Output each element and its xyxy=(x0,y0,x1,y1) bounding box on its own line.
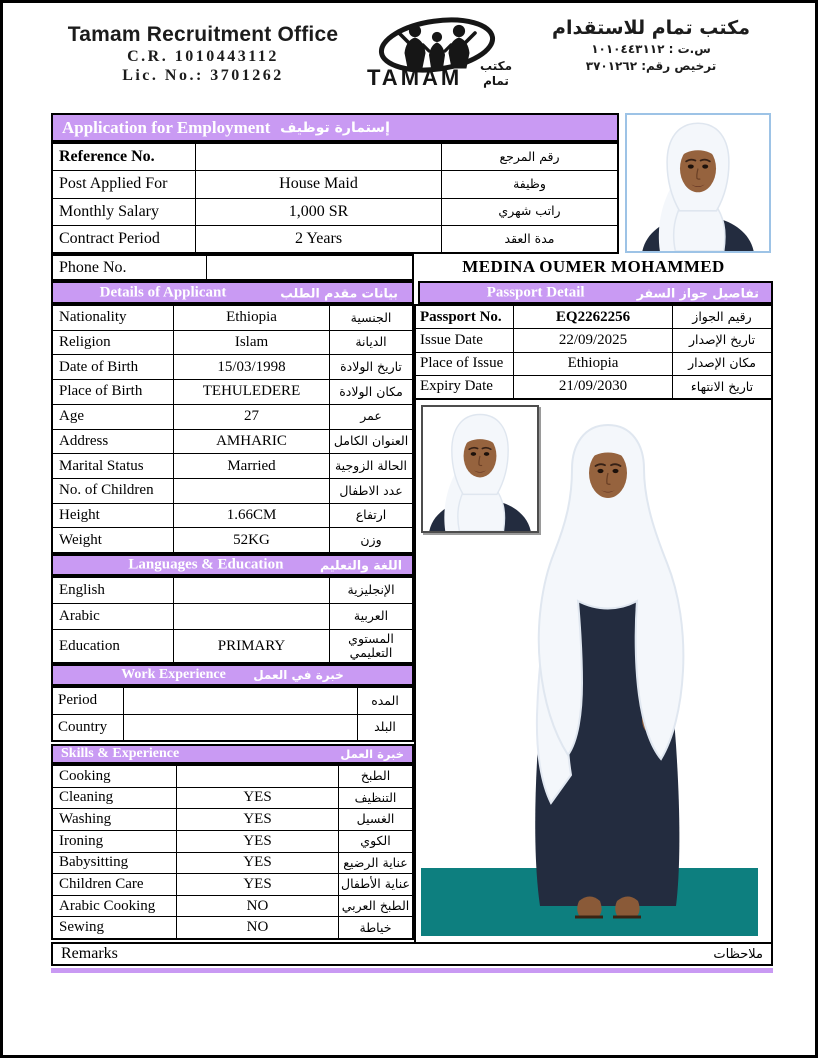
field-value: 27 xyxy=(173,405,329,429)
field-value: Ethiopia xyxy=(513,353,672,375)
applicant-passport-photo xyxy=(421,405,539,533)
phone-row xyxy=(51,254,414,281)
field-label-arabic: تاريخ الولادة xyxy=(329,355,412,379)
field-label: Nationality xyxy=(59,309,127,326)
table-row xyxy=(53,808,412,830)
table-row xyxy=(53,766,412,787)
field-label-arabic: الديانة xyxy=(329,331,412,355)
field-value: YES xyxy=(176,831,338,852)
field-value: TEHULEDERE xyxy=(173,380,329,404)
table-row xyxy=(53,873,412,895)
table-row xyxy=(53,830,412,852)
application-table xyxy=(51,142,619,254)
table-row xyxy=(53,379,412,404)
table-row xyxy=(53,688,412,714)
section-header-passport xyxy=(418,281,773,304)
table-row xyxy=(416,375,771,398)
field-value: AMHARIC xyxy=(173,430,329,454)
field-value: YES xyxy=(176,809,338,830)
section-title-ar: اللغة والتعليم xyxy=(320,557,402,573)
field-value xyxy=(173,578,329,603)
field-label-arabic: المستوي التعليمي xyxy=(329,630,412,662)
header-left xyxy=(55,23,351,85)
field-value: Islam xyxy=(173,331,329,355)
table-row xyxy=(53,787,412,809)
table-row xyxy=(416,328,771,351)
table-row xyxy=(53,453,412,478)
table-row xyxy=(53,170,617,197)
table-row xyxy=(53,714,412,741)
field-value: EQ2262256 xyxy=(513,306,672,328)
section-header-skills xyxy=(51,744,414,764)
table-row xyxy=(53,198,617,225)
table-row xyxy=(53,144,617,170)
remarks-row xyxy=(51,942,773,966)
field-label: Arabic Cooking xyxy=(59,897,156,914)
work-experience-table xyxy=(51,686,414,742)
section-title-en: Skills & Experience xyxy=(61,746,180,761)
field-label: Date of Birth xyxy=(59,358,139,375)
table-row xyxy=(53,404,412,429)
field-value xyxy=(123,688,357,714)
field-value: 2 Years xyxy=(195,226,441,252)
field-label: Monthly Salary xyxy=(59,202,159,220)
section-header-application xyxy=(51,113,619,142)
section-header-details xyxy=(51,281,414,304)
field-label-arabic: رقيم الجواز xyxy=(672,306,771,328)
field-label: Post Applied For xyxy=(59,175,168,193)
field-value: 52KG xyxy=(173,528,329,552)
field-label-arabic: العنوان الكامل xyxy=(329,430,412,454)
field-value: NO xyxy=(176,896,338,917)
table-row xyxy=(53,330,412,355)
remarks-label-arabic: ملاحظات xyxy=(713,946,763,962)
field-label-arabic: التنظيف xyxy=(338,788,412,809)
field-label: Contract Period xyxy=(59,229,160,247)
field-label: Children Care xyxy=(59,875,144,892)
details-table xyxy=(51,304,414,554)
passport-table xyxy=(414,304,773,400)
field-label-arabic: عناية الأطفال xyxy=(338,874,412,895)
field-label: Place of Birth xyxy=(59,383,143,400)
section-title-ar: بيانات مقدم الطلب xyxy=(280,285,398,300)
field-label-arabic: وظيفة xyxy=(441,171,617,197)
field-label: Expiry Date xyxy=(420,378,493,395)
field-label-arabic: تاريخ الانتهاء xyxy=(672,376,771,398)
section-title-ar: تفاصيل جواز السفر xyxy=(636,285,759,300)
field-value: NO xyxy=(176,917,338,938)
field-value xyxy=(176,766,338,787)
field-label: Education xyxy=(59,637,120,654)
applicant-headshot-photo xyxy=(625,113,771,253)
table-row xyxy=(53,629,412,662)
field-value: 22/09/2025 xyxy=(513,329,672,351)
field-label-arabic: راتب شهري xyxy=(441,199,617,225)
field-value: 15/03/1998 xyxy=(173,355,329,379)
field-value xyxy=(206,256,412,279)
field-label: English xyxy=(59,582,105,598)
field-value: YES xyxy=(176,853,338,874)
office-name-ar: مكتب تمام للاستقدام xyxy=(552,17,750,39)
field-value xyxy=(123,715,357,741)
field-label-arabic: البلد xyxy=(357,715,412,741)
table-row xyxy=(416,352,771,375)
field-label: Period xyxy=(58,692,98,709)
license-number-en: Lic. No.: 3701262 xyxy=(122,67,284,84)
logo-text-ar-1: مكتب xyxy=(479,59,513,73)
field-label-arabic: مدة العقد xyxy=(441,226,617,252)
section-title-en: Details of Applicant xyxy=(99,284,227,300)
section-title-ar: إستمارة توظيف xyxy=(280,119,390,136)
applicant-name: MEDINA OUMER MOHAMMED xyxy=(462,257,725,276)
table-row xyxy=(416,306,771,328)
field-label: Religion xyxy=(59,334,111,351)
table-row xyxy=(53,852,412,874)
section-header-work-experience xyxy=(51,664,414,686)
field-label: Place of Issue xyxy=(420,355,504,372)
field-value xyxy=(173,479,329,503)
field-value: Married xyxy=(173,454,329,478)
field-label: Cooking xyxy=(59,767,111,784)
table-row xyxy=(53,503,412,528)
field-value: YES xyxy=(176,788,338,809)
table-row xyxy=(53,578,412,603)
field-label: Cleaning xyxy=(59,789,114,806)
license-number-ar: ترخيص رقم: ٣٧٠١٢٦٢ xyxy=(585,59,717,73)
field-label-arabic: العربية xyxy=(329,604,412,629)
field-label: Issue Date xyxy=(420,331,483,348)
field-label: Ironing xyxy=(59,832,104,849)
field-label: Weight xyxy=(59,531,102,548)
field-label: Country xyxy=(58,718,108,735)
field-label-arabic: رقم المرجع xyxy=(441,144,617,170)
field-label: Washing xyxy=(59,811,112,828)
section-title-en: Work Experience xyxy=(121,667,226,682)
field-label: Babysitting xyxy=(59,854,129,871)
table-row xyxy=(53,354,412,379)
field-label-arabic: الجنسية xyxy=(329,306,412,330)
field-label: Phone No. xyxy=(59,258,127,276)
field-value: PRIMARY xyxy=(173,630,329,662)
section-header-languages xyxy=(51,554,414,576)
table-row xyxy=(53,225,617,252)
bottom-divider xyxy=(51,968,773,973)
remarks-label: Remarks xyxy=(61,945,118,962)
field-label: Reference No. xyxy=(59,148,155,166)
field-label-arabic: الكوي xyxy=(338,831,412,852)
field-value: 21/09/2030 xyxy=(513,376,672,398)
logo-text-ar-2: تمام xyxy=(483,74,509,88)
field-value: Ethiopia xyxy=(173,306,329,330)
office-name-en: Tamam Recruitment Office xyxy=(67,23,339,46)
section-title-ar: خبرة العمل xyxy=(340,747,404,761)
field-label-arabic: تاريخ الإصدار xyxy=(672,329,771,351)
section-title-en: Languages & Education xyxy=(128,556,284,573)
field-label-arabic: عناية الرضيع xyxy=(338,853,412,874)
field-label-arabic: المده xyxy=(357,688,412,714)
table-row xyxy=(53,916,412,938)
header-right xyxy=(517,17,785,73)
languages-table xyxy=(51,576,414,664)
field-value xyxy=(173,604,329,629)
field-label: No. of Children xyxy=(59,482,154,499)
section-title-ar: خبرة في العمل xyxy=(253,668,344,682)
table-row xyxy=(53,256,412,279)
field-value xyxy=(195,144,441,170)
field-label-arabic: وزن xyxy=(329,528,412,552)
field-label: Address xyxy=(59,432,109,449)
field-label: Arabic xyxy=(59,608,100,624)
field-label-arabic: عدد الاطفال xyxy=(329,479,412,503)
section-title-en: Passport Detail xyxy=(486,284,585,300)
table-row xyxy=(53,603,412,629)
field-label: Marital Status xyxy=(59,457,144,474)
field-label-arabic: الإنجليزية xyxy=(329,578,412,603)
field-label-arabic: الطبخ xyxy=(338,766,412,787)
table-row xyxy=(53,895,412,917)
field-label: Age xyxy=(59,408,84,425)
field-label: Passport No. xyxy=(420,308,502,325)
field-label-arabic: مكان الإصدار xyxy=(672,353,771,375)
table-row xyxy=(53,429,412,454)
field-value: 1.66CM xyxy=(173,504,329,528)
section-title-en: Application for Employment xyxy=(62,117,271,137)
field-value: 1,000 SR xyxy=(195,199,441,225)
field-label-arabic: مكان الولادة xyxy=(329,380,412,404)
logo-text: TAMAM xyxy=(367,65,463,89)
table-row xyxy=(53,478,412,503)
cr-number-en: C.R. 1010443112 xyxy=(127,48,279,65)
field-label-arabic: ارتفاع xyxy=(329,504,412,528)
field-value: YES xyxy=(176,874,338,895)
field-label: Sewing xyxy=(59,919,104,936)
cr-number-ar: س.ت : ١٠١٠٤٤٣١١٢ xyxy=(591,42,711,56)
field-value: House Maid xyxy=(195,171,441,197)
field-label-arabic: الطبخ العربي xyxy=(338,896,412,917)
field-label-arabic: الغسيل xyxy=(338,809,412,830)
field-label-arabic: عمر xyxy=(329,405,412,429)
field-label-arabic: الحالة الزوجية xyxy=(329,454,412,478)
skills-table xyxy=(51,764,414,940)
tamam-logo-icon xyxy=(365,15,520,89)
field-label: Height xyxy=(59,506,100,523)
field-label-arabic: خياطة xyxy=(338,917,412,938)
table-row xyxy=(53,306,412,330)
table-row xyxy=(53,527,412,552)
